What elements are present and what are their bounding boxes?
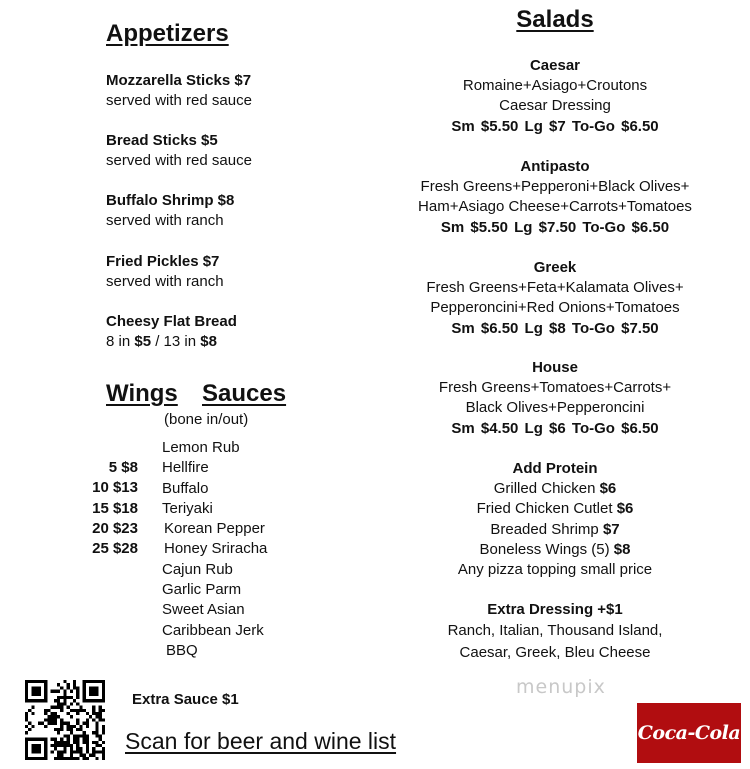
salad-title: Antipasto [520,158,590,175]
salads-heading: Salads [516,6,594,33]
salad-section-greek [360,258,750,339]
salad-title: House [532,359,578,376]
salad-desc-line: Fresh Greens+Feta+Kalamata Olives+ [426,279,684,296]
sauce-item: Teriyaki [162,499,213,517]
salad-price: Sm $4.50 Lg $6 To-Go $6.50 [451,419,659,437]
dressing-line: Caesar, Greek, Bleu Cheese [459,644,651,661]
salad-price: Sm $6.50 Lg $8 To-Go $7.50 [451,319,659,337]
protein-item: Grilled Chicken $6 [493,480,617,497]
salad-desc-line: Ham+Asiago Cheese+Carrots+Tomatoes [418,198,692,216]
salad-section-antipasto [360,157,750,238]
appetizer-desc [106,332,237,352]
sauce-item: Caribbean Jerk [162,621,264,639]
extra-sauce-label: Extra Sauce $1 [132,691,239,708]
flatbread-price-small: $5 [134,333,152,350]
flatbread-size-small: 8 in [106,333,135,350]
wings-subtitle: (bone in/out) [164,411,249,428]
appetizer-desc: served with ranch [106,273,224,290]
sauce-item: Garlic Parm [162,581,242,599]
salad-desc-line: Romaine+Asiago+Croutons [462,77,648,94]
add-protein-section [360,459,750,580]
sauce-list [162,438,267,661]
appetizer-name: Fried Pickles $7 [106,253,220,270]
appetizer-name: Cheesy Flat Bread [106,313,237,330]
appetizer-item [106,252,224,292]
salad-price: Sm $5.50 Lg $7 To-Go $6.50 [451,117,659,135]
appetizer-item [106,191,234,231]
sauce-item: Hellfire [162,459,209,477]
salad-price: Sm $5.50 Lg $7.50 To-Go $6.50 [440,218,670,236]
appetizer-name: Mozzarella Sticks $7 [106,72,252,89]
menupix-watermark: menupix [516,676,606,698]
scan-beer-wine-link[interactable]: Scan for beer and wine list [125,728,397,754]
wing-size: 15 $18 [92,499,138,517]
appetizer-name: Buffalo Shrimp $8 [106,192,235,209]
appetizer-item [106,71,252,111]
sauces-heading: Sauces [202,380,287,407]
protein-item: Boneless Wings (5) $8 [479,540,631,558]
appetizer-name: Bread Sticks $5 [106,132,218,149]
appetizer-desc: served with ranch [106,212,224,229]
wing-size: 10 $13 [92,479,138,497]
appetizer-desc: served with red sauce [106,92,252,109]
extra-dressing-title: Extra Dressing +$1 [487,601,623,618]
wing-size: 20 $23 [92,519,138,537]
coca-cola-logo [637,703,741,763]
flatbread-price-large: $8 [200,333,217,350]
salad-section-caesar [360,56,750,137]
flatbread-size-large: / 13 in [151,333,201,350]
wing-size-list [84,458,138,559]
protein-item: Fried Chicken Cutlet $6 [476,500,634,518]
salad-desc-line: Black Olives+Pepperoncini [465,399,645,417]
extra-dressing-section [360,600,750,664]
qr-code[interactable] [25,680,105,760]
salad-title: Greek [533,259,577,276]
qr-code-graphic [25,680,105,760]
salad-desc-line: Fresh Greens+Pepperoni+Black Olives+ [420,178,690,195]
sauce-item: Lemon Rub [162,439,240,456]
salad-desc-line: Fresh Greens+Tomatoes+Carrots+ [438,379,672,396]
sauce-item: Honey Sriracha [164,540,268,558]
salad-desc-line: Caesar Dressing [499,97,611,115]
protein-item: Any pizza topping small price [457,561,653,579]
sauce-item: Sweet Asian [162,601,245,619]
appetizer-item [106,131,252,171]
salad-desc-line: Pepperoncini+Red Onions+Tomatoes [430,299,680,317]
wings-heading: Wings [106,380,178,407]
appetizer-desc: served with red sauce [106,152,252,169]
protein-item: Breaded Shrimp $7 [490,520,620,538]
dressing-line: Ranch, Italian, Thousand Island, [447,622,663,639]
coca-cola-logo-text: Coca-Cola [637,722,741,744]
sauce-item: Cajun Rub [162,560,233,578]
sauce-item: Buffalo [162,479,209,497]
wing-size: 25 $28 [92,540,138,558]
appetizers-heading: Appetizers [106,20,229,47]
wing-size: 5 $8 [108,459,138,476]
sauce-item: BBQ [166,641,198,659]
sauce-item: Korean Pepper [164,520,265,538]
salad-title: Caesar [529,57,581,74]
add-protein-title: Add Protein [512,460,598,477]
salad-section-house [360,358,750,439]
appetizer-item [106,312,237,352]
